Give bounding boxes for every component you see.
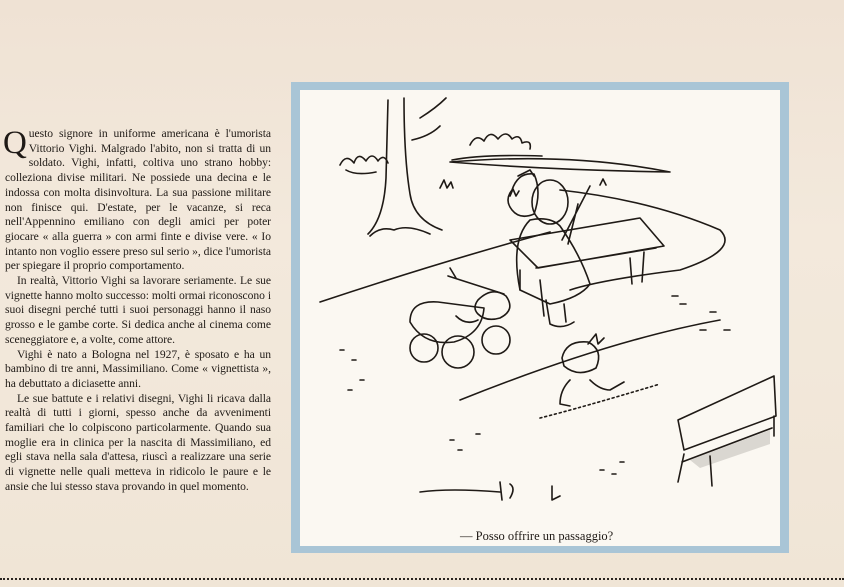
article-paragraph-1 bbox=[5, 127, 271, 274]
article-column bbox=[5, 127, 271, 495]
baby-shadow bbox=[540, 384, 660, 418]
dad-head bbox=[475, 292, 510, 320]
article-paragraph-2: In realtà, Vittorio Vighi sa lavorare seriamente. Le sue vignette hanno molto successo: molti ormai riconoscono i suoi disegni perché tutti i suoi personaggi hanno il naso grosso e le gambe corte. Si dedica anche al cinema come sceneggiatore e, a volte, come attore. bbox=[5, 274, 271, 346]
bench-right bbox=[678, 376, 776, 486]
article-paragraph-4: Le sue battute e i relativi disegni, Vighi li ricava dalla realtà di tutti i giorni, spesso anche da avvenimenti familiari che lo colpiscono particolarmente. Quando sua moglie era in clinica per la nascita di Massimiliano, ed egli stava nella sala d'attesa, riuscì a realizzare una serie di vignette nelle quali metteva in ridicolo le paure e le ansie che lui stesso stava provando in quel momento. bbox=[5, 391, 271, 493]
baby-head bbox=[562, 342, 599, 373]
cartoon-frame bbox=[291, 82, 789, 553]
pram-handle bbox=[448, 268, 504, 294]
bushes-left bbox=[340, 156, 388, 174]
baby-body bbox=[560, 380, 624, 406]
cartoon-illustration bbox=[300, 90, 780, 546]
pram-wheel-1 bbox=[410, 334, 438, 362]
path-edge bbox=[320, 232, 720, 400]
cartoon-panel bbox=[300, 90, 780, 546]
signature-scrawl bbox=[420, 482, 560, 500]
bench-right-shadow bbox=[690, 430, 770, 468]
signature: Vighi bbox=[500, 494, 503, 495]
paragraph-1-text: uesto signore in uniforme americana è l'umorista Vittorio Vighi. Malgrado l'abito, non si tratta di un soldato. Vighi, infatti, coltiva uno strano hobby: colleziona divise militari. Ne possiede una decina e le indossa con molta disinvoltura. La sua passione militare non finisce qui. D'estate, per le vacanze, si reca nell'Appennino emiliano con degli amici per poter giocare « alla guerra » con armi finte e divise vere. « Io intanto non voglio essere preso sul serio », dice l'umorista per spiegare il proprio comportamento. bbox=[5, 127, 271, 273]
lawn-line bbox=[450, 159, 725, 290]
cartoon-caption: — Posso offrire un passaggio? bbox=[460, 529, 614, 543]
tree-trunk bbox=[368, 98, 442, 236]
pram-wheel-3 bbox=[482, 326, 510, 354]
bench-center bbox=[510, 218, 664, 316]
article-paragraph-3: Vighi è nato a Bologna nel 1927, è sposato e ha un bambino di tre anni, Massimiliano. Come « vignettista », ha debuttato a diciasette anni. bbox=[5, 347, 271, 390]
drop-cap: Q bbox=[3, 125, 27, 161]
tree-branch bbox=[412, 98, 446, 140]
bottom-dotted-rule bbox=[0, 578, 844, 580]
bushes-right bbox=[452, 134, 542, 160]
dad-arm bbox=[456, 316, 478, 322]
footprints bbox=[340, 296, 730, 474]
